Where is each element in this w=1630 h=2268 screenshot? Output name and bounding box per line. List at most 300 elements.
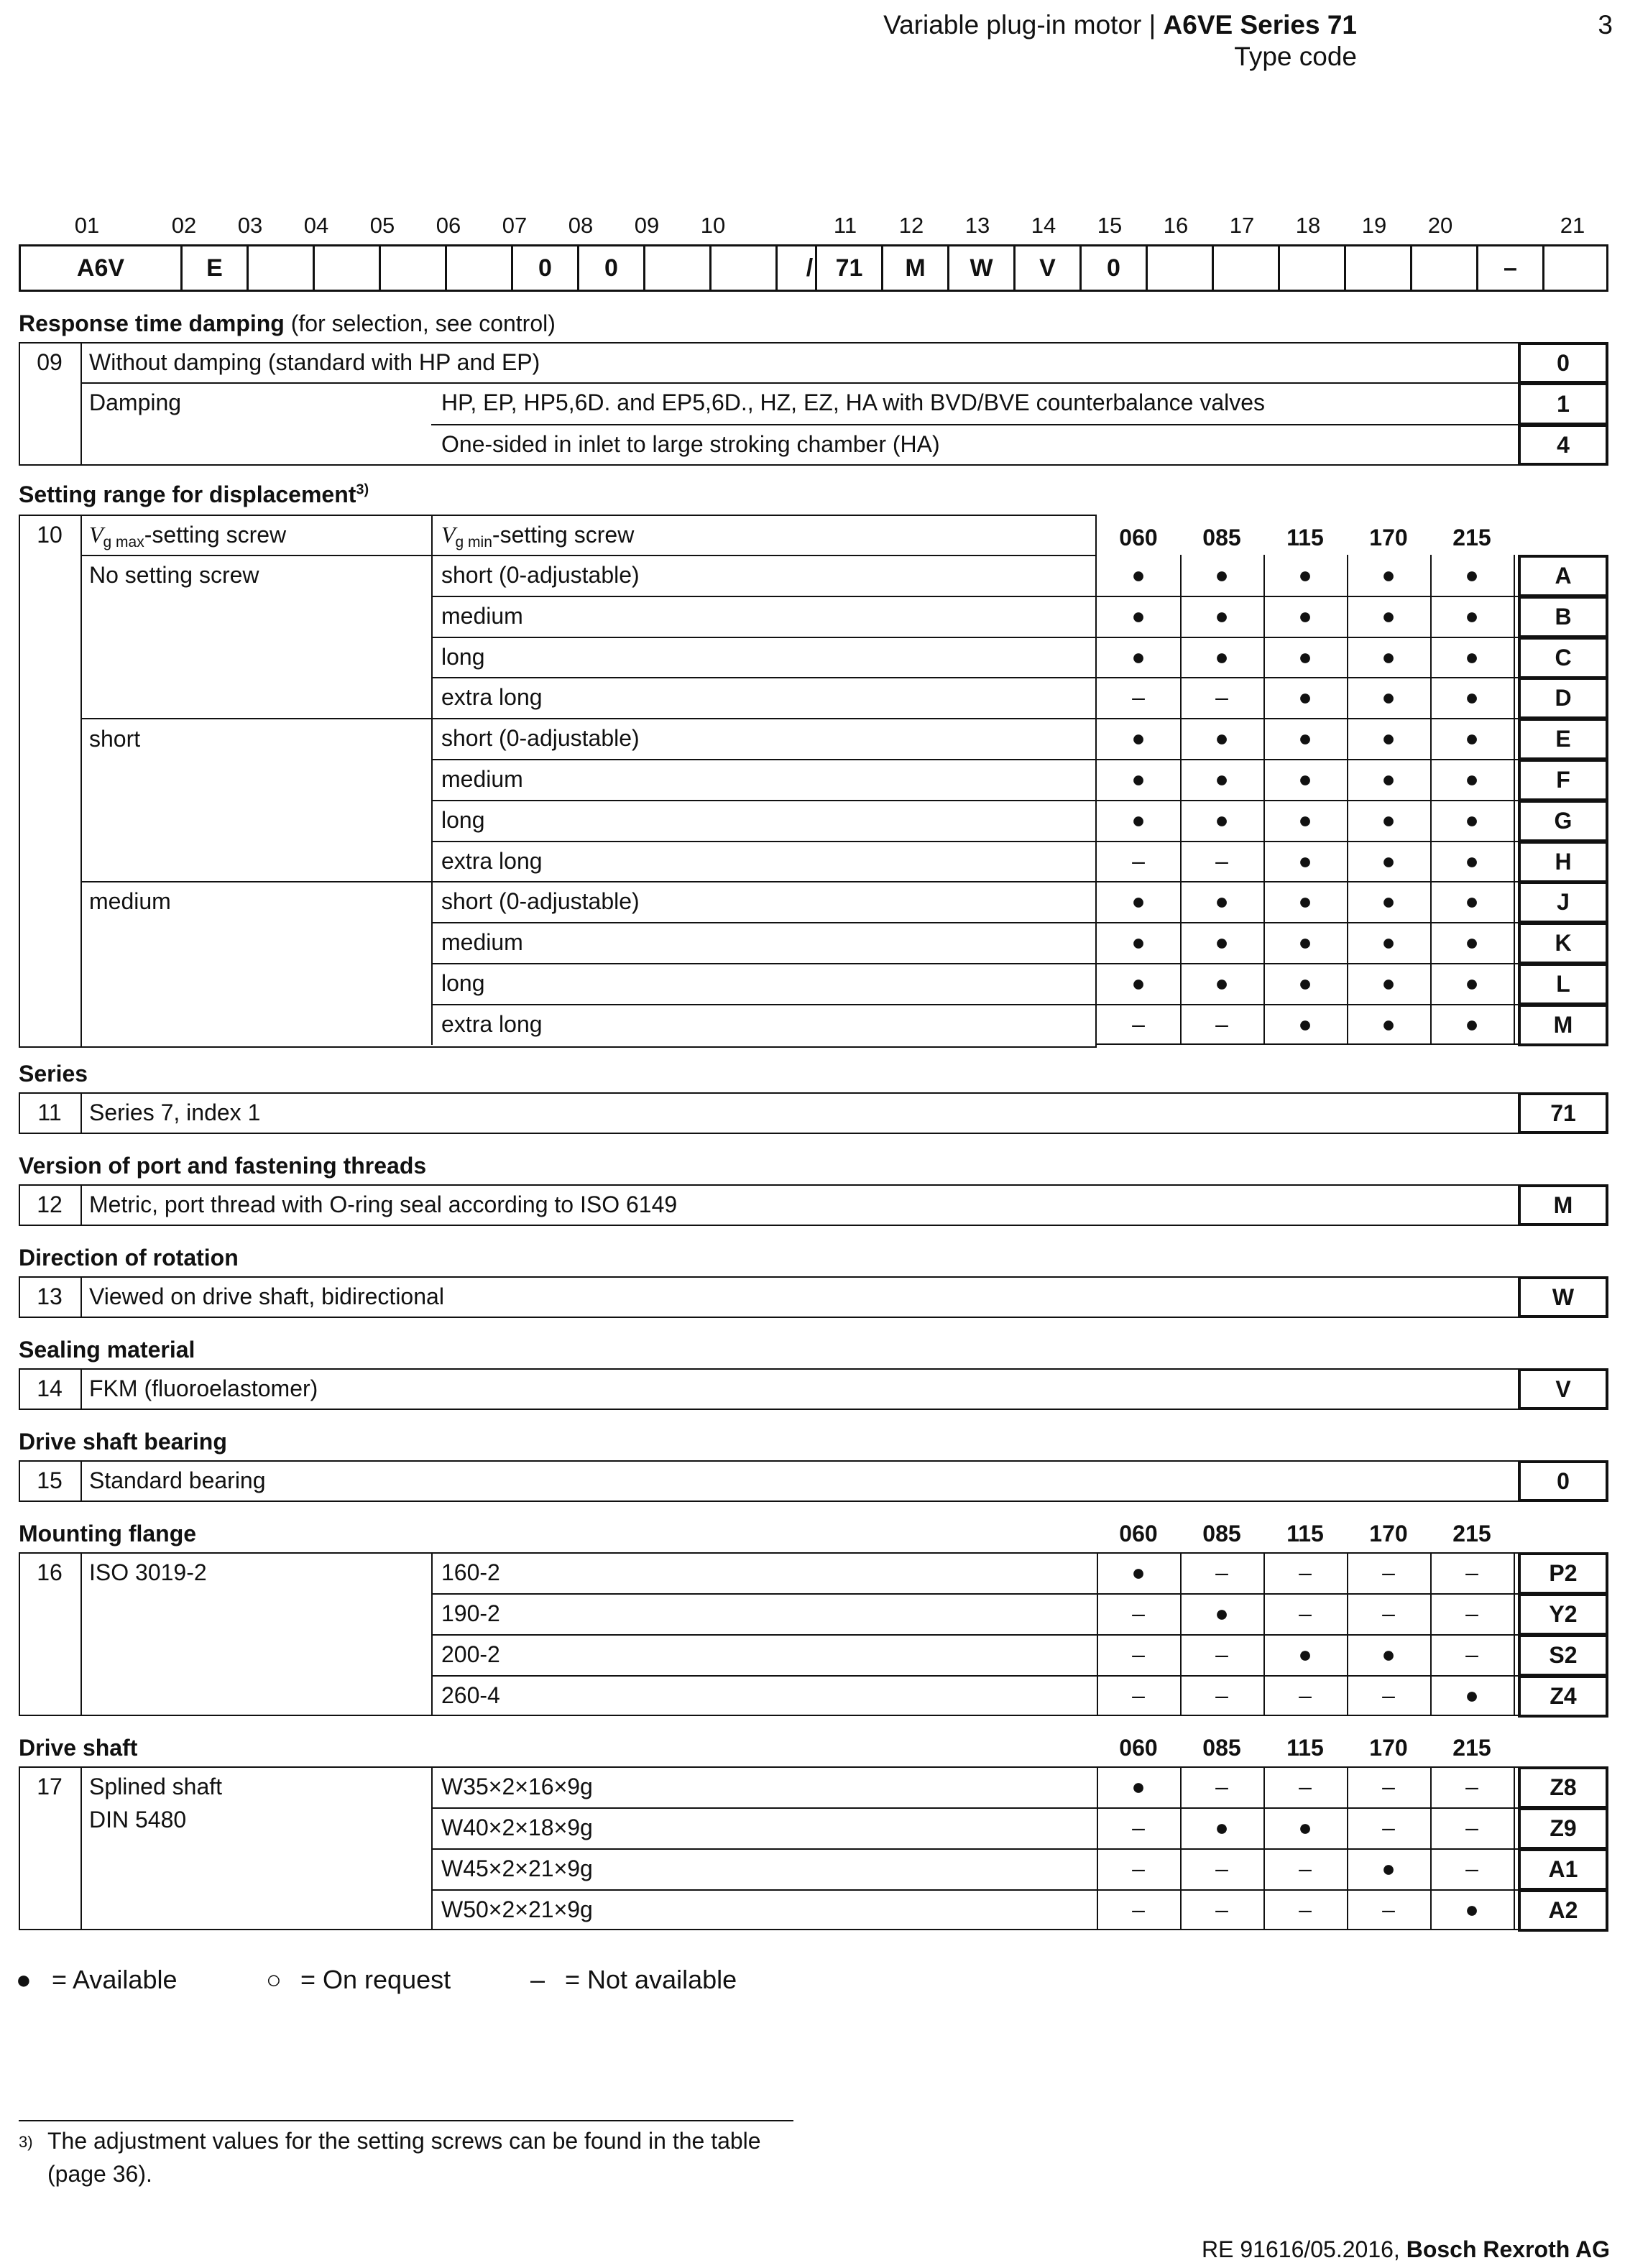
availability-mark: ● — [1215, 1600, 1229, 1626]
availability-mark: ● — [1131, 603, 1146, 629]
availability-mark: – — [1215, 1682, 1228, 1708]
table-divider — [1097, 759, 1519, 760]
availability-mark: – — [1465, 1641, 1478, 1667]
heading-text: Response time damping — [19, 310, 285, 336]
availability-mark: – — [1465, 1815, 1478, 1840]
vgmin-screw-option: long — [441, 807, 485, 833]
option-code: 0 — [1518, 342, 1608, 384]
typecode-cell: W — [970, 254, 993, 282]
option-code: G — [1518, 800, 1608, 842]
table-divider — [80, 1766, 82, 1930]
option-code: E — [1518, 718, 1608, 760]
option-text: FKM (fluoroelastomer) — [89, 1375, 318, 1401]
availability-mark: ● — [1215, 1815, 1229, 1840]
option-code: 1 — [1518, 382, 1608, 425]
table-divider — [431, 515, 433, 1045]
table-divider — [1263, 1766, 1265, 1930]
availability-mark: ● — [1381, 644, 1396, 670]
availability-mark: – — [1215, 848, 1228, 874]
table-divider — [1097, 718, 1519, 719]
size-header: 170 — [1369, 1521, 1408, 1546]
availability-mark: – — [1465, 1600, 1478, 1626]
option-code: Z8 — [1518, 1766, 1608, 1809]
section-heading-setting-range — [19, 481, 369, 508]
typecode-cell — [1148, 246, 1212, 290]
table-divider — [1097, 637, 1519, 638]
table-divider — [80, 555, 1097, 556]
availability-mark: ● — [1215, 970, 1229, 996]
typecode-cell — [1280, 246, 1344, 290]
vgmax-group-label: No setting screw — [89, 562, 259, 588]
option-number: 11 — [37, 1100, 62, 1125]
option-number: 12 — [37, 1191, 63, 1217]
position-label: 11 — [833, 213, 857, 238]
availability-mark: – — [1132, 1011, 1145, 1037]
option-code: W — [1518, 1276, 1608, 1318]
availability-mark: ● — [1298, 848, 1312, 874]
availability-mark: ● — [1381, 970, 1396, 996]
flange-size-option: 200-2 — [441, 1641, 500, 1667]
section-heading: Sealing material — [19, 1337, 195, 1363]
option-code: A2 — [1518, 1889, 1608, 1932]
availability-mark: ● — [1298, 807, 1312, 833]
typecode-cell — [645, 246, 709, 290]
table-divider — [431, 1889, 1519, 1891]
typecode-cell: 71 — [835, 254, 863, 282]
table-divider — [431, 1848, 1519, 1850]
legend-request: = On request — [300, 1965, 451, 1994]
option-text: Without damping (standard with HP and EP) — [89, 349, 540, 375]
section-heading: Drive shaft bearing — [19, 1429, 227, 1455]
section-heading: Version of port and fastening threads — [19, 1153, 427, 1179]
table-divider — [431, 424, 1518, 425]
position-label: 15 — [1097, 213, 1123, 238]
typecode-cell — [447, 246, 511, 290]
document-subtitle: Type code — [1234, 42, 1357, 71]
position-label: 19 — [1361, 213, 1387, 238]
legend-available: = Available — [52, 1965, 178, 1994]
table-divider — [1097, 1043, 1519, 1045]
vgmin-screw-option: long — [441, 970, 485, 996]
table-divider — [80, 1276, 82, 1318]
typecode-cell — [315, 246, 379, 290]
availability-mark: ● — [1298, 929, 1312, 955]
position-label: 10 — [700, 213, 726, 238]
option-code: S2 — [1518, 1634, 1608, 1677]
availability-mark: ● — [1131, 807, 1146, 833]
availability-mark: – — [1382, 1815, 1395, 1840]
table-divider — [1514, 1552, 1515, 1716]
table-divider — [1430, 555, 1432, 1045]
typecode-cell: V — [1039, 254, 1056, 282]
size-header: 215 — [1452, 525, 1491, 550]
table-divider — [80, 515, 82, 1048]
availability-mark: – — [1132, 1896, 1145, 1922]
option-code: K — [1518, 922, 1608, 964]
option-code: Y2 — [1518, 1593, 1608, 1636]
availability-mark: ● — [1298, 644, 1312, 670]
availability-mark: – — [1215, 1896, 1228, 1922]
footnote-text: The adjustment values for the setting screws can be found in the table (page 36). — [47, 2128, 761, 2187]
vgmin-column-header — [441, 522, 634, 551]
availability-mark: ● — [1465, 603, 1479, 629]
footnote-divider — [19, 2120, 793, 2121]
size-header: 215 — [1452, 1735, 1491, 1761]
page-number: 3 — [1598, 10, 1613, 40]
availability-mark: – — [1299, 1774, 1312, 1799]
table-divider — [1514, 555, 1515, 1045]
table-divider — [80, 718, 1097, 719]
size-header: 085 — [1202, 1521, 1241, 1546]
availability-mark: ● — [1381, 603, 1396, 629]
availability-mark: – — [1465, 1774, 1478, 1799]
shaft-spline-option: W50×2×21×9g — [441, 1896, 593, 1922]
option-code: 0 — [1518, 1460, 1608, 1502]
availability-mark: – — [1465, 1856, 1478, 1881]
table-divider — [1430, 1552, 1432, 1716]
option-text: Metric, port thread with O-ring seal according to ISO 6149 — [89, 1191, 678, 1217]
availability-mark: – — [1299, 1559, 1312, 1585]
typecode-strip — [19, 244, 1608, 292]
availability-mark: – — [1132, 1641, 1145, 1667]
option-code: Z9 — [1518, 1807, 1608, 1850]
header-text: -setting screw — [492, 522, 635, 548]
typecode-cell: 0 — [1107, 254, 1120, 282]
table-divider — [1514, 1766, 1515, 1930]
table-divider — [1180, 555, 1182, 1045]
size-header: 115 — [1286, 1521, 1324, 1546]
availability-mark: ● — [1465, 766, 1479, 792]
typecode-cell — [381, 246, 445, 290]
size-header: 060 — [1119, 525, 1158, 550]
availability-mark: ● — [1215, 929, 1229, 955]
availability-mark: ● — [1131, 644, 1146, 670]
option-code: B — [1518, 596, 1608, 638]
availability-mark: – — [1382, 1774, 1395, 1799]
availability-mark: ● — [1465, 684, 1479, 710]
option-code: A — [1518, 555, 1608, 597]
availability-mark: ● — [1298, 1815, 1312, 1840]
legend-na: = Not available — [565, 1965, 737, 1994]
availability-mark: – — [1382, 1559, 1395, 1585]
typecode-cell — [712, 246, 775, 290]
size-header: 115 — [1286, 1735, 1324, 1761]
availability-mark: ● — [1131, 766, 1146, 792]
availability-mark: – — [1215, 1856, 1228, 1881]
availability-mark: ● — [1131, 929, 1146, 955]
vgmin-screw-option: extra long — [441, 848, 543, 874]
availability-mark: ● — [1381, 766, 1396, 792]
availability-mark: ● — [1298, 562, 1312, 588]
document-reference: RE 91616/05.2016, — [1202, 2236, 1406, 2262]
availability-mark: ● — [1465, 1896, 1479, 1922]
option-label: ISO 3019-2 — [89, 1559, 207, 1585]
availability-mark: ● — [1465, 725, 1479, 751]
availability-mark: ● — [1298, 684, 1312, 710]
title-product-type: Variable plug-in motor | — [883, 10, 1164, 40]
vgmin-screw-option: short (0-adjustable) — [441, 725, 640, 751]
availability-mark: – — [1299, 1682, 1312, 1708]
table-divider — [80, 1460, 82, 1502]
availability-mark: – — [1215, 1774, 1228, 1799]
table-divider — [80, 1552, 82, 1716]
symbol-v: V — [441, 522, 456, 548]
availability-mark: ● — [1381, 929, 1396, 955]
availability-mark: – — [1465, 1559, 1478, 1585]
availability-mark: ● — [1381, 725, 1396, 751]
availability-mark: ● — [1131, 725, 1146, 751]
availability-mark: ● — [1215, 644, 1229, 670]
table-divider — [1430, 1766, 1432, 1930]
option-number: 15 — [37, 1467, 63, 1493]
position-label: 12 — [898, 213, 924, 238]
option-text: Series 7, index 1 — [89, 1100, 261, 1125]
table-divider — [1263, 1552, 1265, 1716]
position-label: 01 — [74, 213, 100, 238]
flange-size-option: 160-2 — [441, 1559, 500, 1585]
option-label: Splined shaft — [89, 1774, 223, 1799]
position-label: 18 — [1295, 213, 1321, 238]
footnote-ref: 3) — [356, 481, 369, 498]
table-divider — [1347, 1766, 1348, 1930]
position-label: 08 — [568, 213, 594, 238]
position-label: 07 — [502, 213, 528, 238]
position-label: 13 — [964, 213, 990, 238]
table-divider — [431, 677, 1097, 678]
availability-mark: ● — [1465, 970, 1479, 996]
typecode-cell: E — [206, 254, 223, 282]
section-heading-damping — [19, 310, 556, 337]
table-divider — [431, 1634, 1519, 1636]
availability-mark: – — [1299, 1856, 1312, 1881]
option-code: P2 — [1518, 1552, 1608, 1595]
availability-mark: ● — [1298, 1011, 1312, 1037]
vgmax-group-label: medium — [89, 888, 171, 914]
availability-mark: ● — [1131, 888, 1146, 914]
vgmin-screw-option: medium — [441, 766, 523, 792]
availability-mark: – — [1215, 1011, 1228, 1037]
table-divider — [431, 841, 1097, 842]
option-code: J — [1518, 881, 1608, 923]
typecode-slash: / — [806, 254, 814, 282]
typecode-cell: A6V — [76, 254, 125, 282]
section-heading-flange: Mounting flange — [19, 1521, 197, 1546]
table-divider — [1097, 677, 1519, 678]
table-divider — [1097, 922, 1519, 923]
section-heading: Series — [19, 1061, 88, 1087]
option-code: 71 — [1518, 1092, 1608, 1134]
table-divider — [80, 342, 82, 466]
vgmin-screw-option: medium — [441, 929, 523, 955]
option-code: F — [1518, 759, 1608, 801]
availability-mark: ● — [1131, 970, 1146, 996]
table-divider — [431, 596, 1097, 597]
availability-mark: ● — [1298, 970, 1312, 996]
availability-mark: – — [1299, 1600, 1312, 1626]
vgmin-screw-option: long — [441, 644, 485, 670]
typecode-cell — [249, 246, 313, 290]
availability-mark: ● — [1381, 1856, 1396, 1881]
flange-size-option: 190-2 — [441, 1600, 500, 1626]
availability-mark: ● — [1131, 562, 1146, 588]
position-label: 21 — [1560, 213, 1585, 238]
symbol-subscript: g min — [455, 534, 492, 550]
position-label: 09 — [634, 213, 660, 238]
flange-size-option: 260-4 — [441, 1682, 500, 1708]
vgmin-screw-option: extra long — [441, 684, 543, 710]
size-header: 085 — [1202, 1735, 1241, 1761]
availability-mark: ● — [1381, 1011, 1396, 1037]
table-divider — [431, 1552, 433, 1716]
option-code: 4 — [1518, 424, 1608, 466]
table-divider — [1180, 1552, 1182, 1716]
option-code: M — [1518, 1184, 1608, 1226]
typecode-cell: 0 — [538, 254, 552, 282]
table-divider — [80, 1184, 82, 1226]
availability-mark: ● — [1465, 1682, 1479, 1708]
availability-mark: ● — [1381, 562, 1396, 588]
legend-available-symbol: ● — [16, 1965, 32, 1994]
availability-mark: ● — [1298, 603, 1312, 629]
availability-mark: ● — [1215, 603, 1229, 629]
availability-mark: ● — [1215, 562, 1229, 588]
availability-mark: – — [1215, 684, 1228, 710]
size-header: 060 — [1119, 1521, 1158, 1546]
option-number: 17 — [37, 1774, 63, 1799]
size-header: 085 — [1202, 525, 1241, 550]
vgmax-group-label: short — [89, 726, 141, 752]
table-divider — [431, 1766, 433, 1930]
table-divider — [431, 759, 1097, 760]
availability-mark: ● — [1381, 684, 1396, 710]
size-header: 060 — [1119, 1735, 1158, 1761]
availability-mark: ● — [1465, 562, 1479, 588]
setting-range-table — [19, 515, 1097, 1048]
position-label: 17 — [1229, 213, 1255, 238]
table-divider — [1347, 555, 1348, 1045]
size-header: 170 — [1369, 1735, 1408, 1761]
option-number: 13 — [37, 1283, 63, 1309]
availability-mark: ● — [1131, 1774, 1146, 1799]
option-code: H — [1518, 841, 1608, 883]
shaft-spline-option: W40×2×18×9g — [441, 1815, 593, 1840]
heading-text: Setting range for displacement — [19, 481, 356, 507]
availability-mark: ● — [1298, 1641, 1312, 1667]
typecode-dash: – — [1504, 254, 1517, 282]
option-code: A1 — [1518, 1848, 1608, 1891]
availability-mark: ● — [1215, 888, 1229, 914]
availability-mark: ● — [1381, 1641, 1396, 1667]
position-label: 03 — [237, 213, 263, 238]
table-divider — [80, 1092, 82, 1134]
position-label: 14 — [1031, 213, 1056, 238]
table-divider — [1097, 596, 1519, 597]
option-text: Viewed on drive shaft, bidirectional — [89, 1283, 444, 1309]
size-header: 115 — [1286, 525, 1324, 550]
title-product-name: A6VE Series 71 — [1163, 10, 1357, 40]
table-divider — [431, 637, 1097, 638]
position-label: 05 — [369, 213, 395, 238]
availability-mark: ● — [1465, 807, 1479, 833]
option-number: 14 — [37, 1375, 63, 1401]
availability-mark: – — [1132, 1682, 1145, 1708]
table-divider — [80, 382, 1518, 384]
page-footer — [1202, 2236, 1610, 2263]
availability-mark: – — [1132, 1600, 1145, 1626]
table-divider — [1097, 800, 1519, 801]
availability-mark: – — [1132, 684, 1145, 710]
availability-mark: ● — [1465, 1011, 1479, 1037]
table-divider — [431, 1004, 1097, 1005]
option-code: C — [1518, 637, 1608, 679]
table-divider — [431, 1807, 1519, 1809]
option-code: V — [1518, 1368, 1608, 1410]
availability-mark: – — [1132, 848, 1145, 874]
table-divider — [1097, 1766, 1098, 1930]
availability-mark: – — [1382, 1600, 1395, 1626]
option-code: D — [1518, 677, 1608, 719]
position-label: 16 — [1163, 213, 1189, 238]
shaft-spline-option: W45×2×21×9g — [441, 1856, 593, 1881]
vgmin-screw-option: extra long — [441, 1011, 543, 1037]
option-number: 16 — [37, 1559, 63, 1585]
availability-mark: ● — [1215, 807, 1229, 833]
table-divider — [80, 881, 1097, 882]
symbol-subscript: g max — [103, 534, 144, 550]
availability-mark: ● — [1215, 766, 1229, 792]
availability-mark: – — [1215, 1641, 1228, 1667]
availability-mark: ● — [1298, 888, 1312, 914]
availability-mark: ● — [1298, 766, 1312, 792]
option-code: L — [1518, 963, 1608, 1005]
table-divider — [1180, 1766, 1182, 1930]
availability-mark: ● — [1465, 929, 1479, 955]
footnote-marker: 3) — [19, 2133, 33, 2151]
availability-mark: – — [1299, 1896, 1312, 1922]
vgmin-screw-option: short (0-adjustable) — [441, 888, 640, 914]
company-name: Bosch Rexroth AG — [1406, 2236, 1610, 2262]
legend-request-symbol: ○ — [266, 1965, 282, 1994]
table-divider — [1347, 1552, 1348, 1716]
availability-mark: ● — [1381, 848, 1396, 874]
table-divider — [431, 922, 1097, 923]
vgmin-screw-option: medium — [441, 603, 523, 629]
availability-mark: – — [1382, 1682, 1395, 1708]
availability-mark: ● — [1215, 725, 1229, 751]
availability-mark: – — [1132, 1815, 1145, 1840]
symbol-v: V — [89, 522, 103, 548]
section-heading-shaft: Drive shaft — [19, 1735, 138, 1761]
availability-mark: – — [1382, 1896, 1395, 1922]
table-divider — [1097, 1552, 1098, 1716]
availability-mark: – — [1215, 1559, 1228, 1585]
typecode-cell — [1412, 246, 1476, 290]
typecode-cell — [1346, 246, 1410, 290]
option-label: DIN 5480 — [89, 1807, 187, 1833]
table-divider — [431, 1675, 1519, 1677]
typecode-cell: 0 — [604, 254, 618, 282]
vgmax-column-header — [89, 522, 286, 551]
position-label: 04 — [303, 213, 329, 238]
table-divider — [431, 963, 1097, 964]
vgmin-screw-option: short (0-adjustable) — [441, 562, 640, 588]
availability-mark: ● — [1381, 807, 1396, 833]
availability-mark: – — [1132, 1856, 1145, 1881]
table-divider — [431, 1593, 1519, 1595]
typecode-cell — [1214, 246, 1278, 290]
section-heading: Direction of rotation — [19, 1245, 239, 1271]
option-text: One-sided in inlet to large stroking chamber (HA) — [441, 431, 940, 457]
